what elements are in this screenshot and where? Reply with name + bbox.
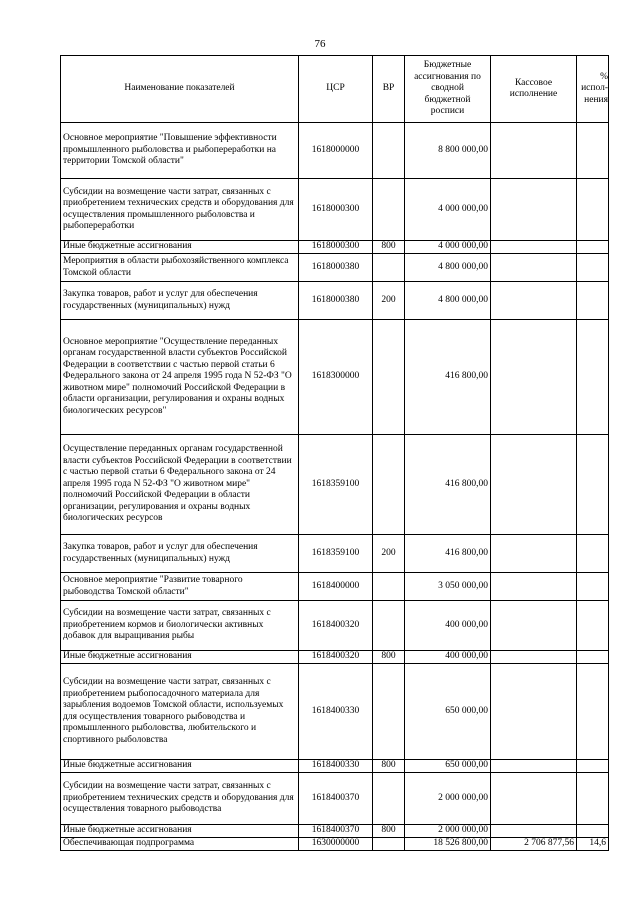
table-row [61, 123, 609, 179]
row-name: Субсидии на возмещение части затрат, связанных с приобретением кормов и биологически активных добавок для выращивания рыбы [61, 601, 299, 651]
row-vr [373, 320, 405, 435]
table-row [61, 664, 609, 760]
row-vr [373, 123, 405, 179]
row-vr: 200 [373, 282, 405, 320]
row-csr: 1618400370 [299, 773, 373, 825]
row-budget: 4 000 000,00 [405, 179, 491, 241]
row-name: Иные бюджетные ассигнования [61, 825, 299, 838]
row-name: Иные бюджетные ассигнования [61, 241, 299, 254]
row-vr: 800 [373, 760, 405, 773]
row-percent [577, 664, 609, 760]
row-execution [491, 773, 577, 825]
row-execution [491, 320, 577, 435]
row-budget: 2 000 000,00 [405, 773, 491, 825]
table-row [61, 838, 609, 851]
row-csr: 1618000300 [299, 241, 373, 254]
row-csr: 1618000000 [299, 123, 373, 179]
table-row [61, 773, 609, 825]
row-budget: 4 800 000,00 [405, 254, 491, 282]
row-vr: 800 [373, 241, 405, 254]
row-execution [491, 573, 577, 601]
table-row [61, 651, 609, 664]
row-budget: 4 000 000,00 [405, 241, 491, 254]
row-name: Субсидии на возмещение части затрат, связанных с приобретением рыбопосадочного материала для зарыбления водоемов Томской области, используемых для осуществления товарного рыбоводства и промышленного рыболовства, любительского и спортивного рыболовства [61, 664, 299, 760]
row-name: Закупка товаров, работ и услуг для обеспечения государственных (муниципальных) нужд [61, 535, 299, 573]
header-name: Наименование показателей [61, 56, 299, 123]
row-name: Осуществление переданных органам государственной власти субъектов Российской Федерации в соответствии с частью первой статьи 6 Федерального закона от 24 апреля 1995 года N 52-ФЗ "О животном мире" полномочий Российской Федерации в области организации, регулирования и охраны водных биологических ресурсов [63, 444, 292, 524]
row-name: Иные бюджетные ассигнования [61, 760, 299, 773]
row-csr: 1618359100 [299, 435, 373, 535]
row-name: Основное мероприятие "Развитие товарного рыбоводства Томской области" [61, 573, 299, 601]
row-csr: 1618000300 [299, 179, 373, 241]
row-budget: 18 526 800,00 [405, 838, 491, 851]
header-budget: Бюджетные ассигнования по сводной бюджетной росписи [405, 56, 491, 123]
table-row [61, 254, 609, 282]
row-csr: 1618000380 [299, 282, 373, 320]
row-execution [491, 179, 577, 241]
row-name: Субсидии на возмещение части затрат, связанных с приобретением технических средств и оборудования для осуществления товарного рыбоводства [61, 773, 299, 825]
row-budget: 416 800,00 [405, 320, 491, 435]
row-percent [577, 825, 609, 838]
row-budget: 8 800 000,00 [405, 123, 491, 179]
row-name: Субсидии на возмещение части затрат, связанных с приобретением технических средств и оборудования для осуществления промышленного рыболовства и рыбопереработки [61, 179, 299, 241]
row-percent [577, 123, 609, 179]
row-vr: 800 [373, 651, 405, 664]
row-csr: 1618000380 [299, 254, 373, 282]
table-row [61, 435, 609, 535]
row-vr [373, 601, 405, 651]
row-execution [491, 535, 577, 573]
row-percent [577, 651, 609, 664]
header-csr: ЦСР [299, 56, 373, 123]
header-percent: % испол-нения [577, 56, 609, 123]
row-execution: 2 706 877,56 [491, 838, 577, 851]
row-csr: 1618400370 [299, 825, 373, 838]
row-execution [491, 123, 577, 179]
row-vr: 200 [373, 535, 405, 573]
row-execution [491, 651, 577, 664]
table-row [61, 825, 609, 838]
row-vr [373, 254, 405, 282]
row-budget: 3 050 000,00 [405, 573, 491, 601]
header-execution: Кассовое исполнение [491, 56, 577, 123]
row-csr: 1618400320 [299, 601, 373, 651]
row-budget: 416 800,00 [405, 535, 491, 573]
row-csr: 1618400330 [299, 664, 373, 760]
row-percent [577, 573, 609, 601]
row-vr: 800 [373, 825, 405, 838]
row-name: Основное мероприятие "Осуществление переданных органам государственной власти субъектов Российской Федерации в соответствии с частью первой статьи 6 Федерального закона от 24 апреля 1995 года N 52-ФЗ "О животном мире" полномочий Российской Федерации в области организации, регулирования и охраны водных биологических ресурсов" [61, 320, 299, 435]
row-percent [577, 773, 609, 825]
table-row [61, 573, 609, 601]
row-name: Основное мероприятие "Повышение эффективности промышленного рыболовства и рыбопереработки на территории Томской области" [61, 123, 299, 179]
row-execution [491, 254, 577, 282]
row-name: Мероприятия в области рыбохозяйственного комплекса Томской области [61, 254, 299, 282]
row-percent [577, 435, 609, 535]
row-percent [577, 254, 609, 282]
row-csr: 1618359100 [299, 535, 373, 573]
row-percent [577, 535, 609, 573]
row-name: Обеспечивающая подпрограмма [61, 838, 299, 851]
row-vr [373, 838, 405, 851]
row-vr [373, 179, 405, 241]
row-percent [577, 282, 609, 320]
row-execution [491, 241, 577, 254]
row-budget: 2 000 000,00 [405, 825, 491, 838]
row-execution [491, 601, 577, 651]
budget-table [60, 55, 609, 851]
table-row [61, 601, 609, 651]
table-row [61, 179, 609, 241]
table-row [61, 282, 609, 320]
row-csr: 1618400000 [299, 573, 373, 601]
row-vr [373, 573, 405, 601]
row-csr: 1618400330 [299, 760, 373, 773]
row-name: Закупка товаров, работ и услуг для обеспечения государственных (муниципальных) нужд [61, 282, 299, 320]
row-budget: 4 800 000,00 [405, 282, 491, 320]
row-vr [373, 435, 405, 535]
row-budget: 650 000,00 [405, 760, 491, 773]
row-csr: 1618400320 [299, 651, 373, 664]
page-number: 76 [314, 38, 326, 50]
row-percent [577, 241, 609, 254]
row-budget: 400 000,00 [405, 601, 491, 651]
table-header-row [61, 56, 609, 123]
row-budget: 400 000,00 [405, 651, 491, 664]
row-vr [373, 773, 405, 825]
row-percent: 14,6 [577, 838, 609, 851]
table-row [61, 320, 609, 435]
row-percent [577, 179, 609, 241]
row-csr: 1618300000 [299, 320, 373, 435]
header-vr: ВР [373, 56, 405, 123]
row-csr: 1630000000 [299, 838, 373, 851]
row-percent [577, 601, 609, 651]
row-execution [491, 664, 577, 760]
row-execution [491, 282, 577, 320]
row-execution [491, 760, 577, 773]
row-vr [373, 664, 405, 760]
row-budget: 650 000,00 [405, 664, 491, 760]
row-budget: 416 800,00 [405, 435, 491, 535]
row-execution [491, 825, 577, 838]
table-row [61, 760, 609, 773]
row-percent [577, 760, 609, 773]
row-name: Иные бюджетные ассигнования [61, 651, 299, 664]
row-percent [577, 320, 609, 435]
row-execution [491, 435, 577, 535]
table-row [61, 535, 609, 573]
table-row [61, 241, 609, 254]
